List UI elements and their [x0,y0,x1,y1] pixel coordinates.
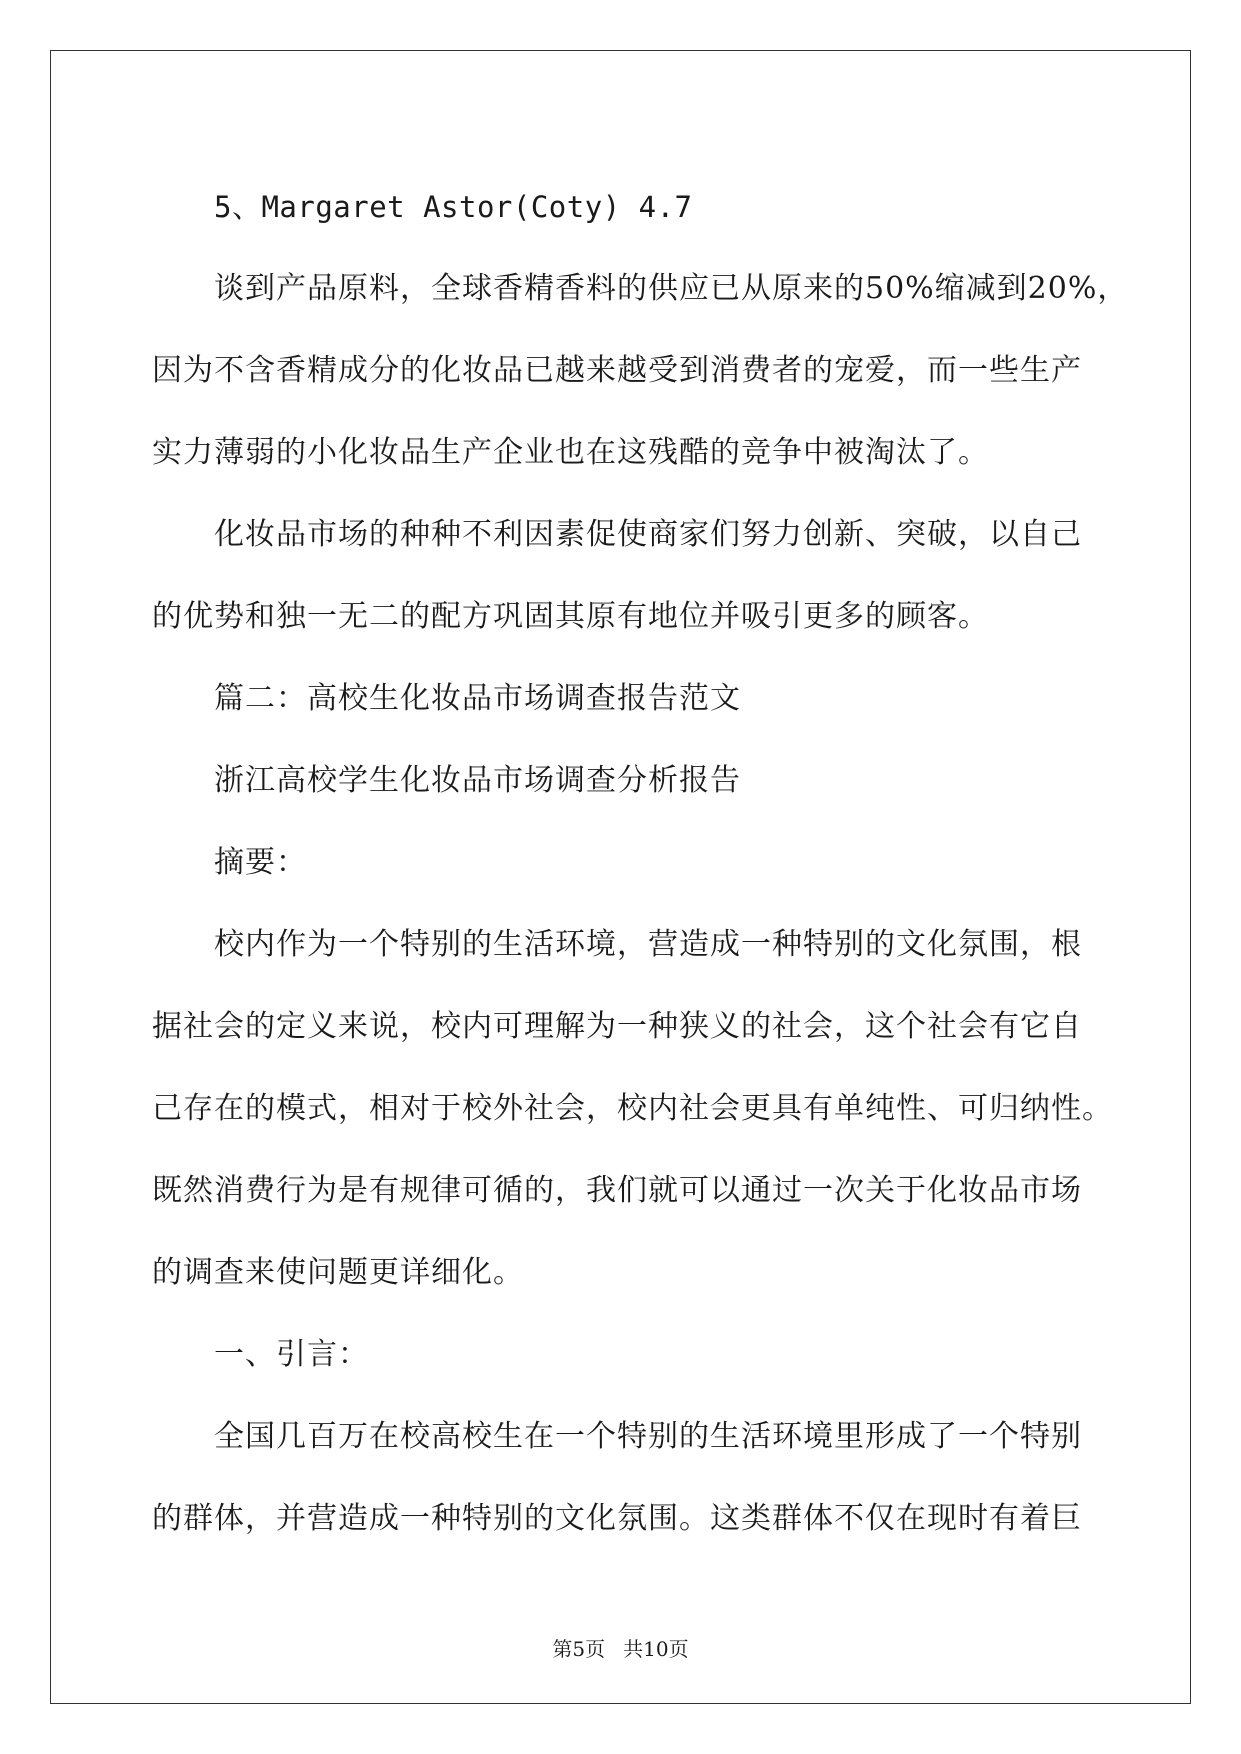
paragraph-line: 己存在的模式，相对于校外社会，校内社会更具有单纯性、可归纳性。 [152,1091,1113,1126]
page-number: 第5页 [552,1637,606,1661]
list-item-brand-5: 5、Margaret Astor(Coty) 4.7 [214,190,693,224]
section-heading: 篇二：高校生化妆品市场调查报告范文 [214,681,741,716]
paragraph-line: 的优势和独一无二的配方巩固其原有地位并吸引更多的顾客。 [152,599,989,634]
abstract-heading: 摘要： [214,845,307,880]
introduction-heading: 一、引言： [214,1337,369,1372]
paragraph-line: 实力薄弱的小化妆品生产企业也在这残酷的竞争中被淘汰了。 [152,435,989,470]
paragraph-line: 校内作为一个特别的生活环境，营造成一种特别的文化氛围，根 [214,927,1082,962]
total-pages: 共10页 [623,1637,689,1661]
paragraph-line: 据社会的定义来说，校内可理解为一种狭义的社会，这个社会有它自 [152,1009,1082,1044]
paragraph-line: 既然消费行为是有规律可循的，我们就可以通过一次关于化妆品市场 [152,1173,1082,1208]
paragraph-line: 因为不含香精成分的化妆品已越来越受到消费者的宠爱，而一些生产 [152,353,1082,388]
document-body [152,166,1129,1560]
page-footer [0,1633,1241,1662]
paragraph-line: 的调查来使问题更详细化。 [152,1255,524,1290]
report-title: 浙江高校学生化妆品市场调查分析报告 [214,763,741,798]
paragraph-line: 的群体，并营造成一种特别的文化氛围。这类群体不仅在现时有着巨 [152,1501,1082,1536]
paragraph-line: 谈到产品原料，全球香精香料的供应已从原来的50%缩减到20%， [214,271,1129,306]
paragraph-line: 化妆品市场的种种不利因素促使商家们努力创新、突破，以自己 [214,517,1082,552]
paragraph-line: 全国几百万在校高校生在一个特别的生活环境里形成了一个特别 [214,1419,1082,1454]
